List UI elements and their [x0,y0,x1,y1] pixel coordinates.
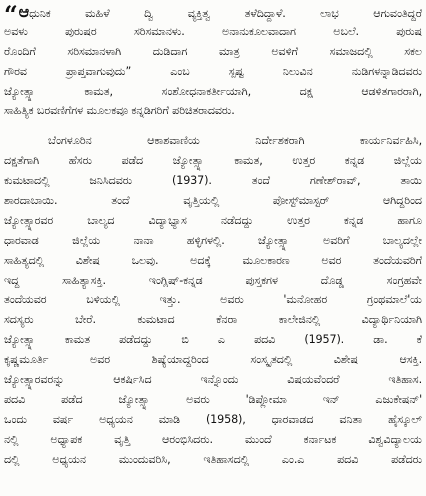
opening-quote: “ [4,2,18,22]
paragraph-gap [4,121,422,131]
text-line: ಜ್ಯೋತ್ಸ್ನಾ ಕಾಮತ ಪಡೆದದ್ದು ಬಿ ಎ ಪದವಿ (1957). ಡಾ. ಕೆ [4,333,422,347]
text-line: ಶಾರದಾಬಾಯಿ. ತಂದೆ ವೃತ್ತಿಯಲ್ಲಿ ಪೋಸ್ಟ್‌ಮಾಸ್ಟರ್ ಆಗಿದ್ದರಿಂದ [4,194,422,208]
text-line: ನಲ್ಲಿ ಅಧ್ಯಾಪಕ ವೃತ್ತಿ ಆರಂಭಿಸಿದರು. ಮುಂದೆ ಕರ್ನಾಟಕ ವಿಶ್ವವಿದ್ಯಾಲಯ [4,432,422,446]
text-line: ಜ್ಯೋತ್ಸ್ನಾರವರನ್ನು ಆಕರ್ಷಿಸಿದ ಇನ್ನೊಂದು ವಿಷಯವೆಂದರೆ ಇತಿಹಾಸ. [4,373,422,387]
text-line: ದಕ್ಷತೆಗಾಗಿ ಹೆಸರು ಪಡೆದ ಜ್ಯೋತ್ಸ್ನಾ ಕಾಮತ, ಉತ್ತರ ಕನ್ನಡ ಜಿಲ್ಲೆಯ [4,154,422,168]
text-line: ಕುಮಟಾದಲ್ಲಿ ಜನಿಸಿದವರು (1937). ತಂದೆ ಗಣೇಶ್‌ರಾವ್, ತಾಯಿ [4,174,422,188]
text-line: ಒಂದು ವರ್ಷ ಅಧ್ಯಯನ ಮಾಡಿ (1958), ಧಾರವಾಡದ ವನಿತಾ ಹೈಸ್ಕೂಲ್ [4,412,422,426]
text-line: ಧಾರವಾಡ ಜಿಲ್ಲೆಯ ನಾನಾ ಹಳ್ಳಿಗಳಲ್ಲಿ. ಜ್ಯೋತ್ಸ್ನಾ ಅವರಿಗೆ ಬಾಲ್ಯದಲ್ಲೇ [4,233,422,247]
text-line: ರೊಂದಿಗೆ ಸರಿಸಮಾನಳಾಗಿ ದುಡಿದಾಗ ಮಾತ್ರ ಅವಳಿಗೆ ಸಮಾಜದಲ್ಲಿ ಸಕಲ [4,44,422,58]
text-line: ದಲ್ಲಿ ಅಧ್ಯಯನ ಮುಂದುವರಿಸಿ, ಇತಿಹಾಸದಲ್ಲಿ ಎಂ.ಎ ಪದವಿ ಪಡೆದರು [4,452,422,466]
text-line: ಬೆಂಗಳೂರಿನ ಆಕಾಶವಾಣಿಯ ನಿರ್ದೇಶಕರಾಗಿ ಕಾರ್ಯನಿರ್ವಹಿಸಿ, [48,134,422,148]
paragraph-1 [4,2,422,121]
text-line: ಸಾಹಿತ್ಯದಲ್ಲಿ ವಿಶೇಷ ಒಲವು. ಅದಕ್ಕೆ ಮೂಲಕಾರಣ ಅವರ ತಂದೆಯವರಿಗೆ [4,253,422,267]
text-line: ಕೃಷ್ಣಮೂರ್ತಿ ಅವರ ಶಿಷ್ಯೆಯಾದ್ದರಿಂದ ಸಂಸ್ಕೃತದಲ್ಲಿ ವಿಶೇಷ ಆಸಕ್ತಿ. [4,353,422,367]
text-line: ಧುನಿಕ ಮಹಿಳೆ ದ್ವಿ ವ್ಯಕ್ತಿತ್ವ ತಳೆದಿದ್ದಾಳೆ. ಲಾಭ ಆಗುವಂತಿದ್ದರೆ [29,7,422,20]
text-line: ಪದವಿ ಪಡೆದ ಜ್ಯೋತ್ಸ್ನಾ ಅವರು 'ಡಿಪ್ಲೋಮಾ ಇನ್ ಎಜುಕೇಷನ್' [4,392,422,406]
text-line: ಸಾಹಿತ್ಯಿಕ ಬರವಣಿಗೆಗಳ ಮೂಲಕವೂ ಕನ್ನಡಿಗರಿಗೆ ಪರಿಚಿತರಾದವರು. [4,104,235,118]
text-line: ಅವಳು ಪುರುಷರ ಸರಿಸಮಾನಳು. ಅನಾನುಕೂಲವಾದಾಗ ಅಬಲೆ. ಪುರುಷ [4,24,422,38]
paragraph-2 [4,131,422,469]
first-letter: ಆ [18,2,30,21]
paragraph-1-line-1 [4,2,422,22]
text-line: ತಂದೆಯವರ ಬಳಿಯಲ್ಲಿ ಇತ್ತು. ಅವರು 'ಮನೋಹರ ಗ್ರಂಥಮಾಲೆ'ಯ [4,293,422,307]
text-line: ಸದಸ್ಯರು ಬೇರೆ. ಕುಮಟಾದ ಕೆನರಾ ಕಾಲೇಜಿನಲ್ಲಿ ವಿದ್ಯಾರ್ಥಿನಿಯಾಗಿ [4,313,422,327]
text-line: ಜ್ಯೋತ್ಸ್ನಾರವರ ಬಾಲ್ಯದ ವಿದ್ಯಾಭ್ಯಾಸ ನಡೆದದ್ದು ಉತ್ತರ ಕನ್ನಡ ಹಾಗೂ [4,213,422,227]
text-line: ಗೌರವ ಪ್ರಾಪ್ತವಾಗುವುದು” ಎಂಬ ಸ್ಪಷ್ಟ ನಿಲುವಿನ ನುಡಿಗಳನ್ನಾಡಿದವರು [4,64,422,78]
text-line: ಇದ್ದ ಸಾಹಿತ್ಯಾಸಕ್ತಿ. ಇಂಗ್ಲಿಷ್-ಕನ್ನಡ ಪುಸ್ತಕಗಳ ದೊಡ್ಡ ಸಂಗ್ರಹವೇ [4,273,422,287]
text-line: ಜ್ಯೋತ್ಸ್ನಾ ಕಾಮತ, ಸಂಶೋಧನಾಕರ್ತೀಯಾಗಿ, ದಕ್ಷ ಆಡಳಿತಗಾರರಾಗಿ, [4,84,422,98]
